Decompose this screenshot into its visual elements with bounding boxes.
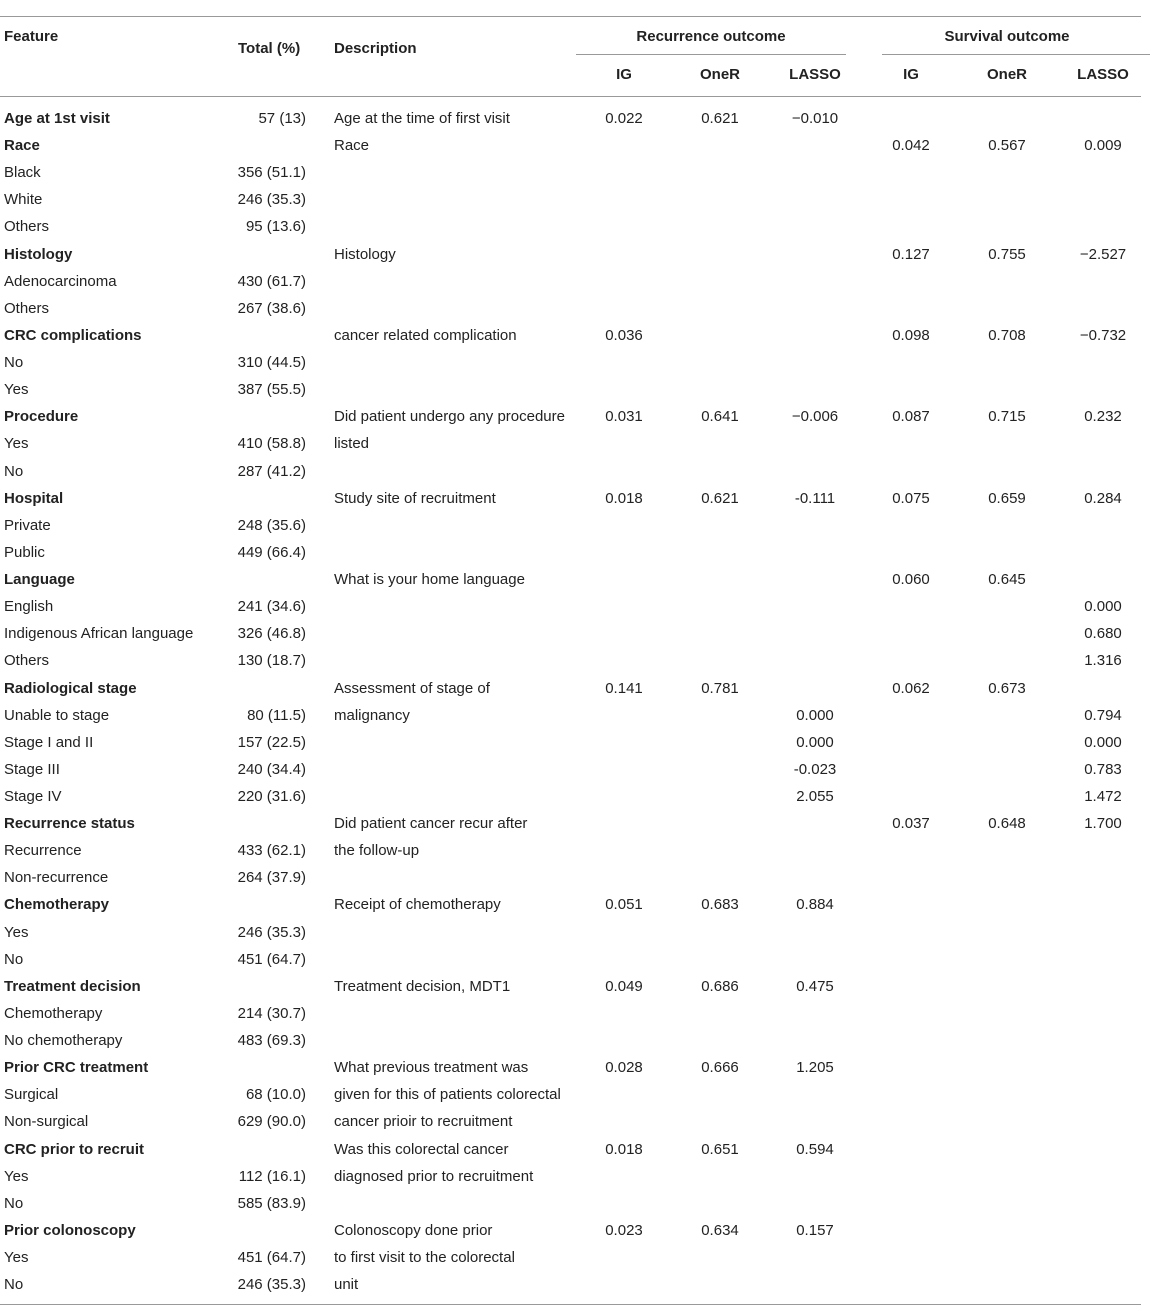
feature-cell: No <box>4 463 24 480</box>
total-cell: 287 (41.2) <box>237 463 306 480</box>
survival-lasso-cell: 0.000 <box>1084 734 1122 751</box>
feature-cell: Yes <box>4 924 29 941</box>
table-bottom-rule <box>0 1304 1141 1305</box>
total-cell: 157 (22.5) <box>237 734 306 751</box>
feature-cell: Chemotherapy <box>4 1005 103 1022</box>
feature-cell: No chemotherapy <box>4 1032 123 1049</box>
feature-cell: Treatment decision <box>4 978 141 995</box>
survival-ig-cell: 0.098 <box>892 327 930 344</box>
recurrence-ig-cell: 0.051 <box>605 896 643 913</box>
survival-oner-cell: 0.659 <box>988 490 1026 507</box>
feature-cell: CRC complications <box>4 327 142 344</box>
recurrence-oner-cell: 0.666 <box>701 1059 739 1076</box>
total-cell: 264 (37.9) <box>237 869 306 886</box>
recurrence-lasso-cell: -0.023 <box>793 761 837 778</box>
header-survival-ig: IG <box>903 66 919 83</box>
survival-ig-cell: 0.127 <box>892 246 930 263</box>
survival-lasso-cell: 0.680 <box>1084 625 1122 642</box>
description-cell: diagnosed prior to recruitment <box>334 1168 534 1185</box>
total-cell: 430 (61.7) <box>237 273 306 290</box>
description-cell: given for this of patients colorectal <box>334 1086 561 1103</box>
feature-cell: Radiological stage <box>4 680 137 697</box>
description-cell: Did patient cancer recur after <box>334 815 528 832</box>
total-cell: 112 (16.1) <box>238 1168 306 1185</box>
survival-ig-cell: 0.075 <box>892 490 930 507</box>
total-cell: 410 (58.8) <box>237 435 306 452</box>
feature-cell: Language <box>4 571 75 588</box>
survival-oner-cell: 0.648 <box>988 815 1026 832</box>
survival-group-rule <box>882 54 1150 55</box>
recurrence-lasso-cell: 1.205 <box>796 1059 834 1076</box>
feature-cell: CRC prior to recruit <box>4 1141 145 1158</box>
recurrence-ig-cell: 0.022 <box>605 110 643 127</box>
recurrence-lasso-cell: 0.594 <box>796 1141 834 1158</box>
total-cell: 130 (18.7) <box>237 652 306 669</box>
feature-cell: No <box>4 1195 24 1212</box>
feature-cell: Procedure <box>4 408 79 425</box>
total-cell: 585 (83.9) <box>237 1195 306 1212</box>
header-survival-lasso: LASSO <box>1077 66 1129 83</box>
description-cell: Was this colorectal cancer <box>334 1141 509 1158</box>
feature-cell: Yes <box>4 1249 29 1266</box>
total-cell: 326 (46.8) <box>237 625 306 642</box>
recurrence-ig-cell: 0.018 <box>605 1141 643 1158</box>
total-cell: 95 (13.6) <box>245 218 306 235</box>
description-cell: What previous treatment was <box>334 1059 529 1076</box>
feature-cell: Stage IV <box>4 788 62 805</box>
total-cell: 241 (34.6) <box>237 598 306 615</box>
header-bottom-rule <box>0 96 1141 97</box>
total-cell: 451 (64.7) <box>237 1249 306 1266</box>
recurrence-lasso-cell: -0.111 <box>794 490 836 507</box>
total-cell: 310 (44.5) <box>237 354 306 371</box>
total-cell: 246 (35.3) <box>237 924 306 941</box>
recurrence-lasso-cell: 0.000 <box>796 734 834 751</box>
header-survival-oner: OneR <box>986 66 1027 83</box>
survival-lasso-cell: 1.472 <box>1084 788 1122 805</box>
description-cell: Assessment of stage of <box>334 680 490 697</box>
description-cell: Age at the time of first visit <box>334 110 510 127</box>
survival-lasso-cell: −2.527 <box>1079 246 1127 263</box>
header-feature: Feature <box>4 28 59 45</box>
feature-cell: Prior CRC treatment <box>4 1059 149 1076</box>
feature-cell: Stage III <box>4 761 60 778</box>
feature-cell: Others <box>4 218 50 235</box>
feature-cell: English <box>4 598 54 615</box>
header-recurrence-ig: IG <box>616 66 632 83</box>
feature-cell: Non-recurrence <box>4 869 109 886</box>
recurrence-oner-cell: 0.683 <box>701 896 739 913</box>
feature-cell: Public <box>4 544 45 561</box>
header-recurrence-lasso: LASSO <box>789 66 841 83</box>
survival-lasso-cell: 1.316 <box>1084 652 1122 669</box>
feature-cell: Stage I and II <box>4 734 94 751</box>
total-cell: 629 (90.0) <box>237 1113 306 1130</box>
feature-cell: Histology <box>4 246 73 263</box>
feature-cell: No <box>4 1276 24 1293</box>
total-cell: 449 (66.4) <box>237 544 306 561</box>
recurrence-ig-cell: 0.023 <box>605 1222 643 1239</box>
recurrence-oner-cell: 0.634 <box>701 1222 739 1239</box>
recurrence-lasso-cell: 2.055 <box>796 788 834 805</box>
recurrence-lasso-cell: −0.006 <box>791 408 839 425</box>
recurrence-oner-cell: 0.621 <box>701 490 739 507</box>
feature-cell: Recurrence status <box>4 815 135 832</box>
survival-oner-cell: 0.645 <box>988 571 1026 588</box>
header-recurrence-oner: OneR <box>699 66 740 83</box>
description-cell: Treatment decision, MDT1 <box>334 978 511 995</box>
survival-lasso-cell: 0.794 <box>1084 707 1122 724</box>
description-cell: malignancy <box>334 707 410 724</box>
feature-cell: Yes <box>4 381 29 398</box>
total-cell: 483 (69.3) <box>237 1032 306 1049</box>
total-cell: 356 (51.1) <box>237 164 306 181</box>
description-cell: What is your home language <box>334 571 525 588</box>
total-cell: 240 (34.4) <box>237 761 306 778</box>
total-cell: 248 (35.6) <box>237 517 306 534</box>
survival-lasso-cell: 0.284 <box>1084 490 1122 507</box>
feature-cell: Chemotherapy <box>4 896 110 913</box>
total-cell: 80 (11.5) <box>247 707 306 724</box>
description-cell: Study site of recruitment <box>334 490 496 507</box>
header-description: Description <box>334 40 417 57</box>
description-cell: Colonoscopy done prior <box>334 1222 493 1239</box>
recurrence-ig-cell: 0.028 <box>605 1059 643 1076</box>
survival-oner-cell: 0.715 <box>988 408 1026 425</box>
recurrence-lasso-cell: −0.010 <box>791 110 839 127</box>
total-cell: 387 (55.5) <box>237 381 306 398</box>
description-cell: Histology <box>334 246 396 263</box>
recurrence-ig-cell: 0.036 <box>605 327 643 344</box>
header-recurrence-outcome: Recurrence outcome <box>636 28 786 45</box>
description-cell: the follow-up <box>334 842 420 859</box>
recurrence-ig-cell: 0.141 <box>605 680 643 697</box>
survival-ig-cell: 0.060 <box>892 571 930 588</box>
total-cell: 68 (10.0) <box>245 1086 306 1103</box>
total-cell: 246 (35.3) <box>237 191 306 208</box>
total-cell: 57 (13) <box>258 110 306 127</box>
recurrence-lasso-cell: 0.475 <box>796 978 834 995</box>
survival-ig-cell: 0.062 <box>892 680 930 697</box>
survival-oner-cell: 0.708 <box>988 327 1026 344</box>
header-total: Total (%) <box>238 40 301 57</box>
feature-cell: Yes <box>4 1168 29 1185</box>
total-cell: 267 (38.6) <box>237 300 306 317</box>
total-cell: 433 (62.1) <box>237 842 306 859</box>
description-cell: unit <box>334 1276 359 1293</box>
description-cell: to first visit to the colorectal <box>334 1249 515 1266</box>
feature-cell: Others <box>4 652 50 669</box>
survival-lasso-cell: 0.009 <box>1084 137 1122 154</box>
table-top-rule <box>0 16 1141 17</box>
feature-cell: Surgical <box>4 1086 59 1103</box>
recurrence-lasso-cell: 0.000 <box>796 707 834 724</box>
total-cell: 451 (64.7) <box>237 951 306 968</box>
feature-cell: White <box>4 191 43 208</box>
total-cell: 246 (35.3) <box>237 1276 306 1293</box>
recurrence-lasso-cell: 0.884 <box>796 896 834 913</box>
survival-ig-cell: 0.087 <box>892 408 930 425</box>
recurrence-ig-cell: 0.031 <box>605 408 643 425</box>
recurrence-oner-cell: 0.621 <box>701 110 739 127</box>
survival-oner-cell: 0.755 <box>988 246 1026 263</box>
description-cell: Did patient undergo any procedure <box>334 408 565 425</box>
description-cell: listed <box>334 435 370 452</box>
feature-cell: Yes <box>4 435 29 452</box>
description-cell: Race <box>334 137 370 154</box>
survival-ig-cell: 0.037 <box>892 815 930 832</box>
recurrence-ig-cell: 0.049 <box>605 978 643 995</box>
recurrence-lasso-cell: 0.157 <box>796 1222 834 1239</box>
recurrence-oner-cell: 0.781 <box>701 680 739 697</box>
description-cell: Receipt of chemotherapy <box>334 896 501 913</box>
feature-cell: Age at 1st visit <box>4 110 110 127</box>
recurrence-ig-cell: 0.018 <box>605 490 643 507</box>
description-cell: cancer prioir to recruitment <box>334 1113 513 1130</box>
feature-cell: Non-surgical <box>4 1113 89 1130</box>
survival-lasso-cell: 0.232 <box>1084 408 1122 425</box>
header-survival-outcome: Survival outcome <box>944 28 1070 45</box>
feature-cell: No <box>4 951 24 968</box>
feature-cell: Prior colonoscopy <box>4 1222 136 1239</box>
recurrence-oner-cell: 0.651 <box>701 1141 739 1158</box>
feature-cell: No <box>4 354 24 371</box>
total-cell: 214 (30.7) <box>237 1005 306 1022</box>
survival-oner-cell: 0.673 <box>988 680 1026 697</box>
survival-lasso-cell: 1.700 <box>1084 815 1122 832</box>
survival-oner-cell: 0.567 <box>988 137 1026 154</box>
survival-lasso-cell: 0.783 <box>1084 761 1122 778</box>
feature-cell: Adenocarcinoma <box>4 273 117 290</box>
feature-cell: Hospital <box>4 490 64 507</box>
survival-lasso-cell: 0.000 <box>1084 598 1122 615</box>
feature-cell: Indigenous African language <box>4 625 194 642</box>
recurrence-oner-cell: 0.641 <box>701 408 739 425</box>
survival-ig-cell: 0.042 <box>892 137 930 154</box>
feature-cell: Recurrence <box>4 842 82 859</box>
survival-lasso-cell: −0.732 <box>1079 327 1127 344</box>
feature-cell: Others <box>4 300 50 317</box>
feature-cell: Race <box>4 137 40 154</box>
description-cell: cancer related complication <box>334 327 517 344</box>
feature-cell: Unable to stage <box>4 707 110 724</box>
feature-cell: Private <box>4 517 51 534</box>
recurrence-oner-cell: 0.686 <box>701 978 739 995</box>
recurrence-group-rule <box>576 54 846 55</box>
feature-cell: Black <box>4 164 41 181</box>
total-cell: 220 (31.6) <box>237 788 306 805</box>
